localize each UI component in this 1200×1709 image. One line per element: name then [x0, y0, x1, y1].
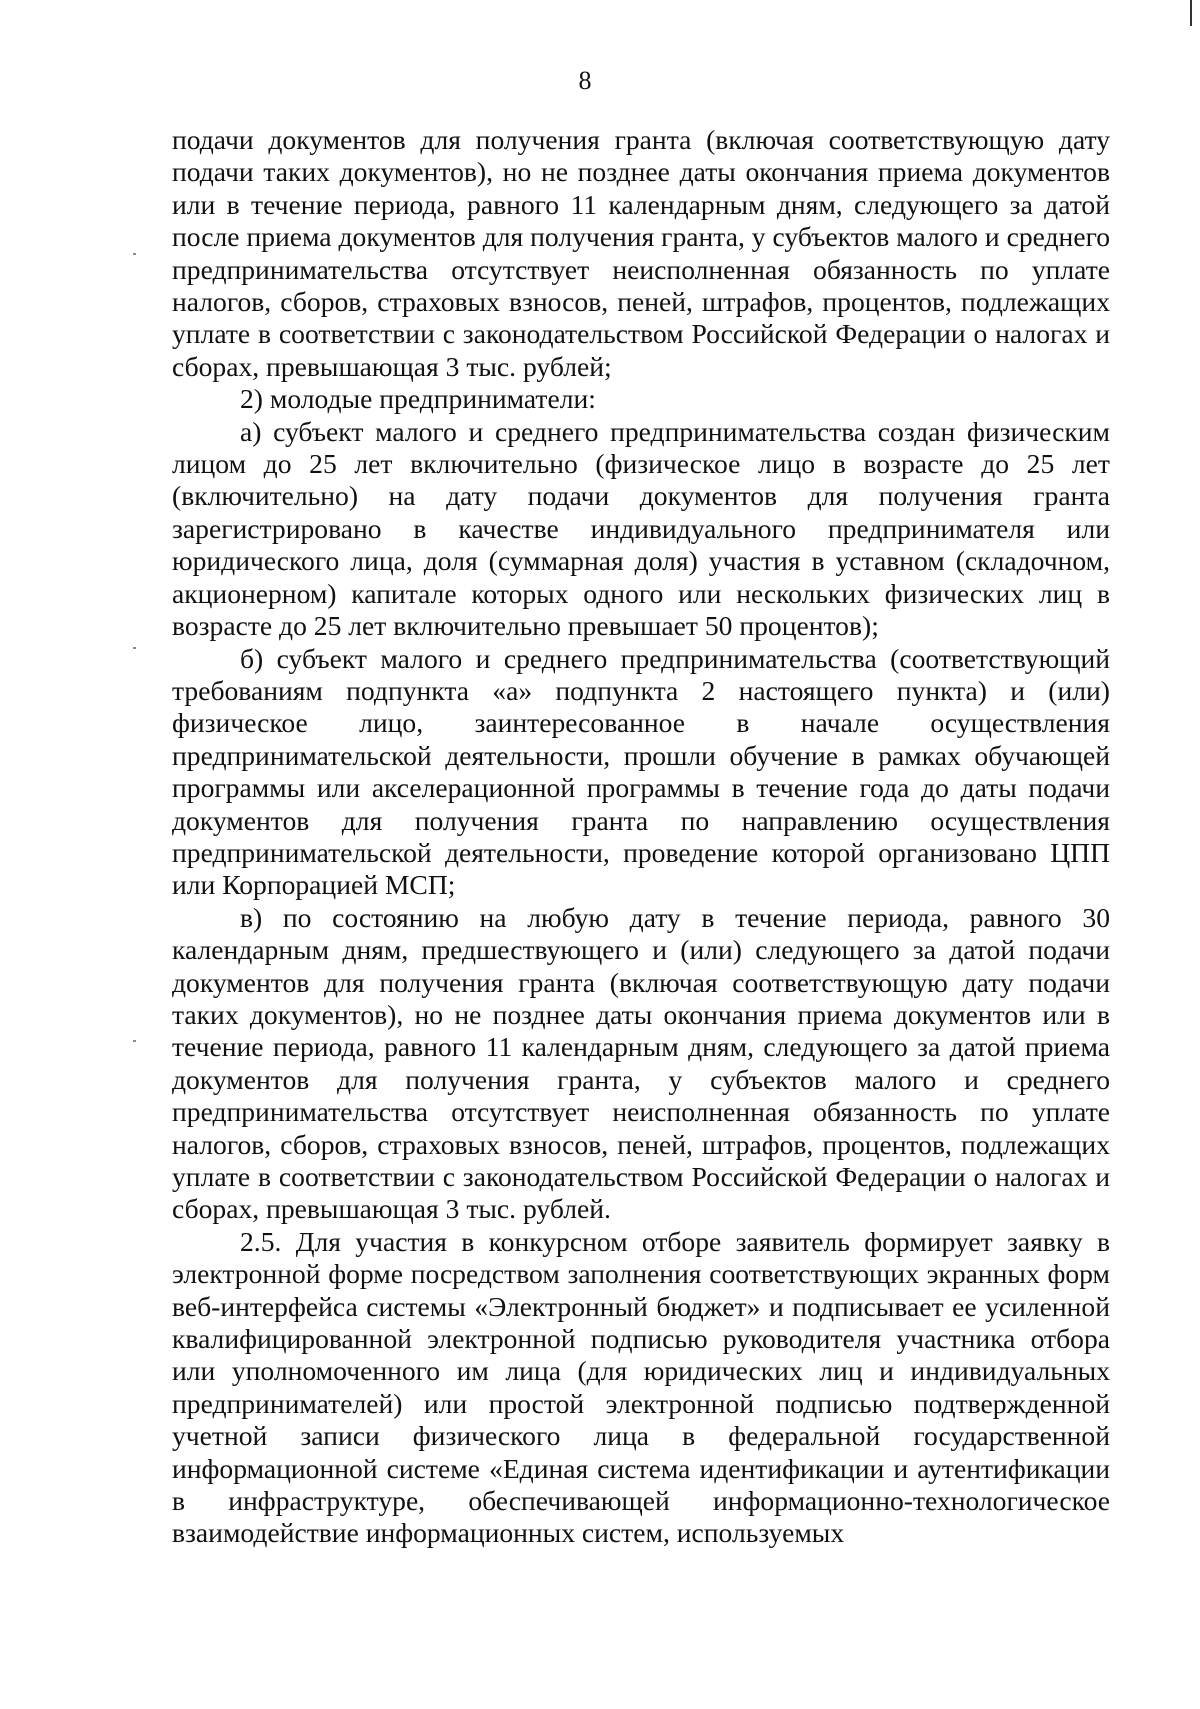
- page-number: 8: [578, 66, 592, 95]
- paragraph-subitem-b: б) субъект малого и среднего предпринимательства (соответствующий требованиям подпункта «а» подпункта 2 настоящего пункта) и (или) физическое лицо, заинтересованное в начале осуществления предпринимательской деятельности, прошли обучение в рамках обучающей программы или акселерационной программы в течение года до даты подачи документов для получения гранта по направлению осуществления предпринимательской деятельности, проведение которой организовано ЦПП или Корпорацией МСП;: [172, 642, 1110, 901]
- document-body: [172, 124, 1110, 1550]
- paragraph-continuation: подачи документов для получения гранта (включая соответствующую дату подачи таких документов), но не позднее даты окончания приема документов или в течение периода, равного 11 календарным дням, следующего за датой после приема документов для получения гранта, у субъектов малого и среднего предпринимательства отсутствует неисполненная обязанность по уплате налогов, сборов, страховых взносов, пеней, штрафов, процентов, подлежащих уплате в соответствии с законодательством Российской Федерации о налогах и сборах, превышающая 3 тыс. рублей;: [172, 124, 1110, 382]
- scan-edge-mark: [1190, 0, 1192, 26]
- paragraph-subitem-a: а) субъект малого и среднего предпринимательства создан физическим лицом до 25 лет включительно (физическое лицо в возрасте до 25 лет (включительно) на дату подачи документов для получения гранта зарегистрировано в качестве индивидуального предпринимателя или юридического лица, доля (суммарная доля) участия в уставном (складочном, акционерном) капитале которых одного или нескольких физических лиц в возрасте до 25 лет включительно превышает 50 процентов);: [172, 415, 1110, 642]
- paragraph-section-2-5: 2.5. Для участия в конкурсном отборе заявитель формирует заявку в электронной форме посредством заполнения соответствующих экранных форм веб-интерфейса системы «Электронный бюджет» и подписывает ее усиленной квалифицированной электронной подписью руководителя участника отбора или уполномоченного им лица (для юридических лиц и индивидуальных предпринимателей) или простой электронной подписью подтвержденной учетной записи физического лица в федеральной государственной информационной системе «Единая система идентификации и аутентификации в инфраструктуре, обеспечивающей информационно-технологическое взаимодействие информационных систем, используемых: [172, 1225, 1110, 1549]
- scan-speck: [133, 253, 136, 255]
- scan-speck: [133, 1040, 136, 1042]
- paragraph-item-2: 2) молодые предприниматели:: [240, 383, 596, 415]
- paragraph-subitem-v: в) по состоянию на любую дату в течение периода, равного 30 календарным дням, предшествующего и (или) следующего за датой подачи документов для получения гранта (включая соответствующую дату подачи таких документов), но не позднее даты окончания приема документов или в течение периода, равного 11 календарным дням, следующего за датой приема документов для получения гранта, у субъектов малого и среднего предпринимательства отсутствует неисполненная обязанность по уплате налогов, сборов, страховых взносов, пеней, штрафов, процентов, подлежащих уплате в соответствии с законодательством Российской Федерации о налогах и сборах, превышающая 3 тыс. рублей.: [172, 901, 1110, 1225]
- scan-speck: [133, 647, 136, 649]
